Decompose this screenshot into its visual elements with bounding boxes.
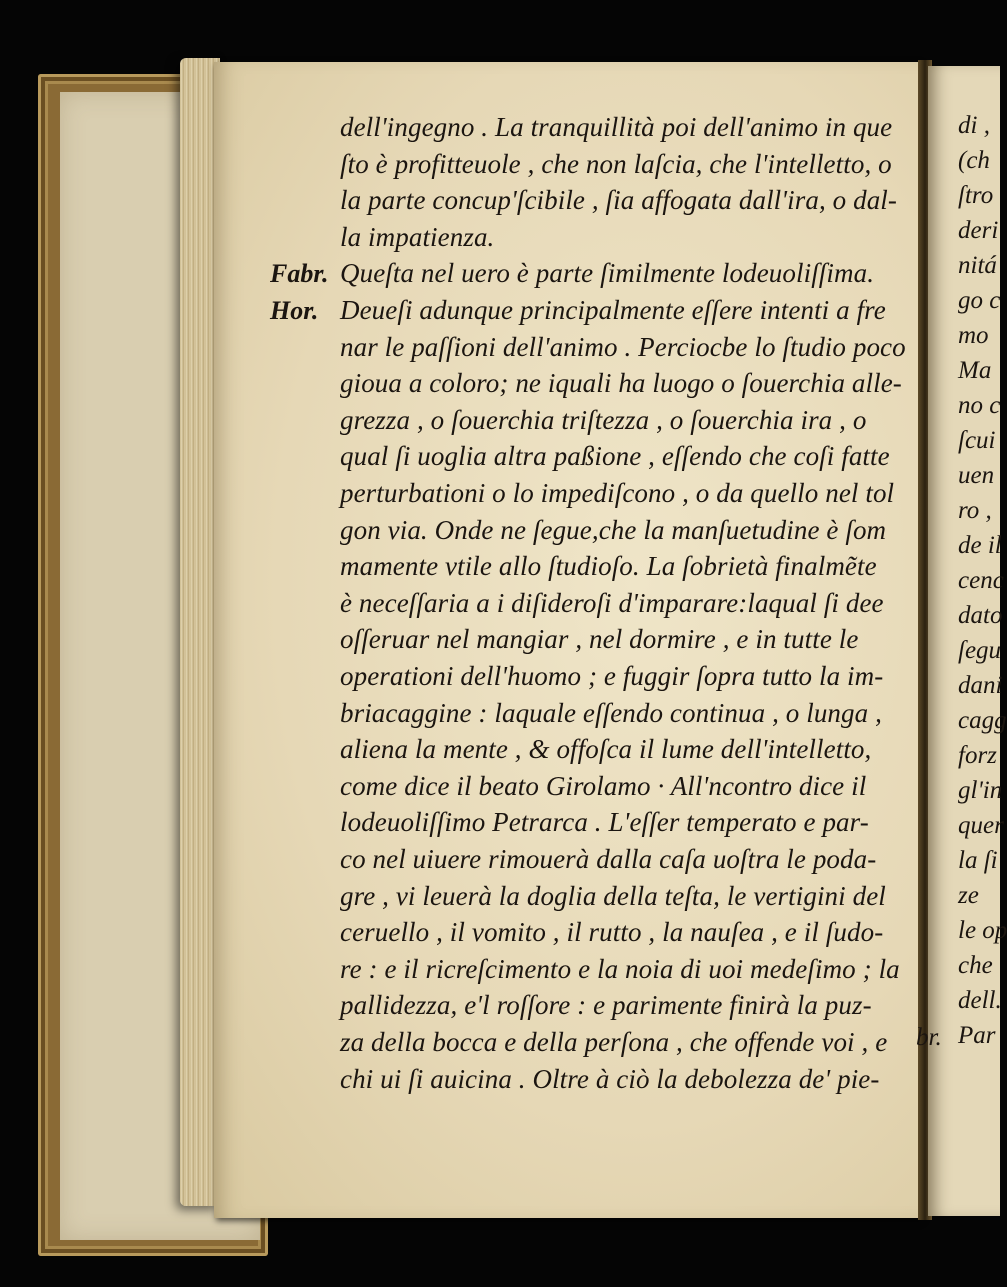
text-line: ceruello , il vomito , il rutto , la nauſea , e il ſudo- <box>340 917 884 948</box>
text-line: ſto è profitteuole , che non laſcia, che l'intelletto, o <box>340 148 892 179</box>
text-line: qual ſi uoglia altra paßione , eſſendo che coſi fatte <box>340 441 890 472</box>
right-page-line: quer <box>958 812 1004 839</box>
right-page-line: mo <box>958 322 989 349</box>
text-line: co nel uiuere rimouerà dalla caſa uoſtra le poda- <box>340 844 877 874</box>
right-page-line: ſegu <box>958 637 1002 664</box>
right-page-line: ſtro <box>958 182 994 209</box>
right-page-line: di , <box>958 112 990 139</box>
text-line: perturbationi o lo impediſcono , o da quello nel tol <box>340 478 895 508</box>
text-line: la impatienza. <box>340 221 495 252</box>
right-page-line: Par <box>958 1022 996 1049</box>
margin-speaker-fragment: br. <box>916 1024 942 1051</box>
right-page-line: uen <box>958 462 995 489</box>
text-line: re : e il ricreſcimento e la noia di uoi medeſimo ; la <box>340 953 900 984</box>
right-page-line: che <box>958 952 993 979</box>
text-line: operationi dell'huomo ; e fuggir ſopra tutto la im- <box>340 661 884 691</box>
right-page-line: forz <box>958 742 997 769</box>
right-page-line: ro , <box>958 497 992 524</box>
right-page-line: go c <box>958 287 1001 314</box>
text-line: oſſeruar nel mangiar , nel dormire , e in tutte le <box>340 624 859 655</box>
right-page-line: la ſi <box>958 847 998 874</box>
text-line: mamente vtile allo ſtudioſo. La ſobrietà finalmẽte <box>340 551 877 582</box>
text-line: gon via. Onde ne ſegue,che la manſuetudine è ſom <box>340 514 887 545</box>
right-page-line: dani <box>958 672 1003 699</box>
text-line: Deueſi adunque principalmente eſſere intenti a fre <box>340 295 886 325</box>
right-page-line: Ma <box>958 357 992 384</box>
text-line: dell'ingegno . La tranquillità poi dell'animo in que <box>340 112 893 142</box>
text-line: gre , vi leuerà la doglia della teſta, le vertigini del <box>340 880 886 911</box>
right-page-line: ſcui <box>958 427 996 454</box>
right-page-line: le op <box>958 917 1007 944</box>
right-page-line: deri <box>958 217 999 244</box>
text-line: gioua a coloro; ne iquali ha luogo o ſouerchia alle- <box>340 368 902 399</box>
text-line: grezza , o ſouerchia triſtezza , o ſouerchia ira , o <box>340 404 867 435</box>
text-line: za della bocca e della perſona , che offende voi , e <box>340 1027 888 1057</box>
text-line: la parte concup'ſcibile , ſia affogata dall'ira, o dal- <box>340 185 897 216</box>
right-page-line: nitá <box>958 252 997 279</box>
right-page-line: dell. <box>958 987 1002 1014</box>
text-line: chi ui ſi auicina . Oltre à ciò la debolezza de' pie- <box>340 1063 880 1094</box>
right-page-line: (ch <box>958 147 990 174</box>
right-page-line: cagg <box>958 707 1007 734</box>
text-line: briacaggine : laquale eſſendo continua , o lunga , <box>340 697 882 728</box>
right-page-line: no c <box>958 392 1001 419</box>
speaker-label: Fabr. <box>270 259 329 289</box>
right-page-line: ze <box>958 882 979 909</box>
speaker-label: Hor. <box>270 296 319 325</box>
right-page-line: gl'in <box>958 777 1003 804</box>
text-line: nar le paſſioni dell'animo . Perciocbe lo ſtudio poco <box>340 331 906 362</box>
text-line: lodeuoliſſimo Petrarca . L'eſſer temperato e par- <box>340 807 869 838</box>
text-line: aliena la mente , & offoſca il lume dell'intelletto, <box>340 734 872 765</box>
right-page-line: dato <box>958 602 1003 629</box>
text-line: Queſta nel uero è parte ſimilmente lodeuoliſſima. <box>340 258 875 289</box>
text-line: è neceſſaria a i diſideroſi d'imparare:laqual ſi dee <box>340 587 884 618</box>
text-line: pallidezza, e'l roſſore : e parimente finirà la puz- <box>340 990 872 1021</box>
right-page-line: cenc <box>958 567 1004 594</box>
text-line: come dice il beato Girolamo · All'ncontro dice il <box>340 770 867 801</box>
right-page-line: de il <box>958 532 1002 559</box>
